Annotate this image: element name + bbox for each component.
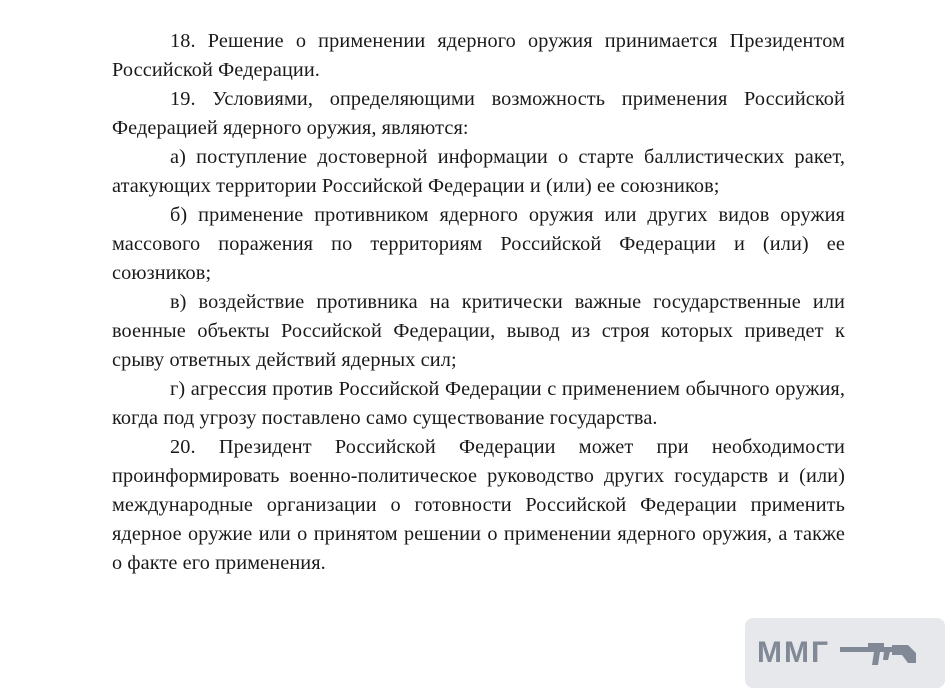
document-body: [112, 27, 845, 578]
watermark-text: ММГ: [757, 636, 830, 669]
paragraph-19-b: б) применение противником ядерного оружия или других видов оружия массового поражения по территориям Российской Федерации и (или) ее союзников;: [112, 204, 845, 284]
paragraph-19: 19. Условиями, определяющими возможность применения Российской Федерацией ядерного оружия, являются:: [112, 88, 845, 139]
paragraph-19-v: в) воздействие противника на критически важные государственные или военные объекты Российской Федерации, вывод из строя которых приведет к срыву ответных действий ядерных сил;: [112, 291, 845, 371]
paragraph-19-g: г) агрессия против Российской Федерации с применением обычного оружия, когда под угрозу поставлено само существование государства.: [112, 378, 845, 429]
paragraph-19-a: а) поступление достоверной информации о старте баллистических ракет, атакующих территории Российской Федерации и (или) ее союзников;: [112, 146, 845, 197]
rifle-icon: [838, 633, 918, 673]
watermark-logo: [745, 618, 945, 688]
paragraph-20: 20. Президент Российской Федерации может при необходимости проинформировать военно-политическое руководство других государств и (или) международные организации о готовности Российской Федерации применить ядерное оружие или о принятом решении о применении ядерного оружия, а также о факте его применения.: [112, 436, 845, 574]
paragraph-18: 18. Решение о применении ядерного оружия принимается Президентом Российской Федерации.: [112, 30, 845, 81]
